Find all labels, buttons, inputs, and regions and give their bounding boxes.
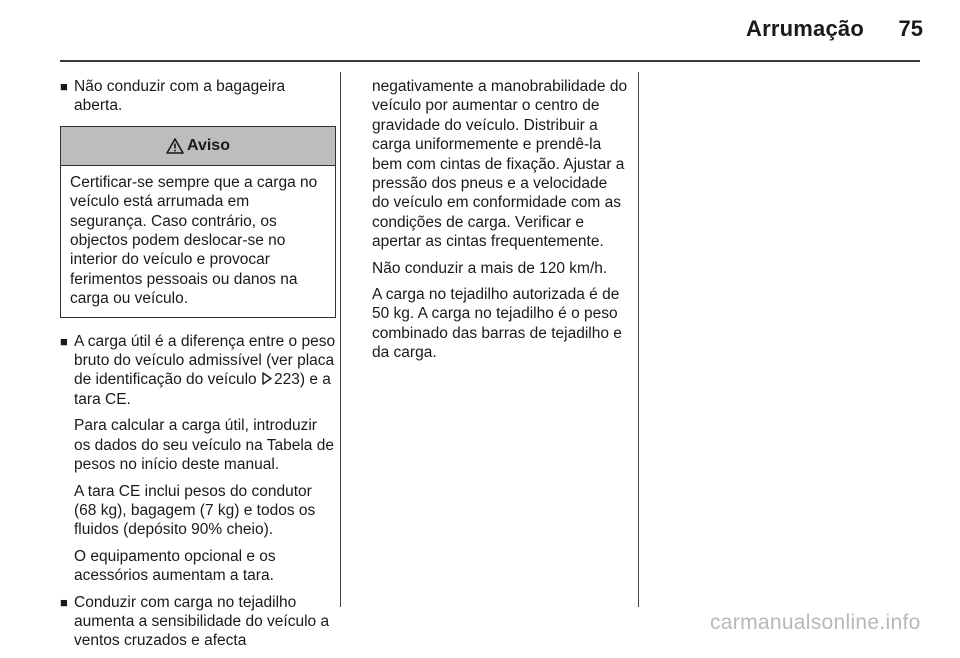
column-divider-left [340,72,341,607]
paragraph: negativamente a manobrabilidade do veículo por aumentar o centro de gravidade do veículo. Distribuir a carga uniformemente e prendê-la bem com cintas de fixação. Ajustar a pressão dos pneus e a velocidade do veículo em conformidade com as condições de carga. Verificar e apertar as cintas frequentemente. [372,78,628,251]
bullet-item [60,77,336,116]
bullet-square-icon: ■ [60,594,68,610]
bullet-square-icon: ■ [60,79,68,94]
watermark: carmanualsonline.info [710,611,921,634]
paragraph: A tara CE inclui pesos do condutor (68 kg), bagagem (7 kg) e todos os fluidos (depósito 90% cheio). [74,482,316,539]
bullet-item [60,332,336,410]
bullet-square-icon: ■ [60,333,68,349]
bullet-text: Não conduzir com a bagageira aberta. [74,78,286,115]
paragraph: Para calcular a carga útil, introduzir os dados do seu veículo na Tabela de pesos no início deste manual. [74,417,334,474]
warning-triangle-icon [166,138,184,154]
header-rule [60,60,920,62]
bullet-text: A carga útil é a diferença entre o peso bruto do veículo admissível (ver placa de identificação do veículo [74,332,336,389]
page-number: 75 [898,16,923,41]
page-title: Arrumação [746,16,864,41]
page-reference-icon [261,372,272,385]
warning-header [61,127,335,166]
paragraph: Não conduzir a mais de 120 km/h. [372,259,608,277]
bullet-text-end: ) e a tara CE. [74,371,331,408]
column-right [372,77,628,370]
page-reference-number[interactable]: 223 [274,371,300,389]
warning-body: Certificar-se sempre que a carga no veículo está arrumada em segurança. Caso contrário, os objectos podem deslocar-se no interior do veículo e provocar ferimentos pessoais ou danos na carga ou veículo. [70,173,318,308]
warning-box [60,126,336,318]
paragraph: A carga no tejadilho autorizada é de 50 kg. A carga no tejadilho é o peso combinado das barras de tejadilho e da carga. [372,286,622,362]
bullet-item [60,593,336,651]
bullet-text: Conduzir com carga no tejadilho aumenta a sensibilidade do veículo a ventos cruzados e afecta [74,593,330,650]
paragraph: O equipamento opcional e os acessórios aumentam a tara. [74,547,276,585]
column-divider-right [638,72,639,607]
column-left [60,77,336,658]
warning-title: Aviso [187,137,230,155]
